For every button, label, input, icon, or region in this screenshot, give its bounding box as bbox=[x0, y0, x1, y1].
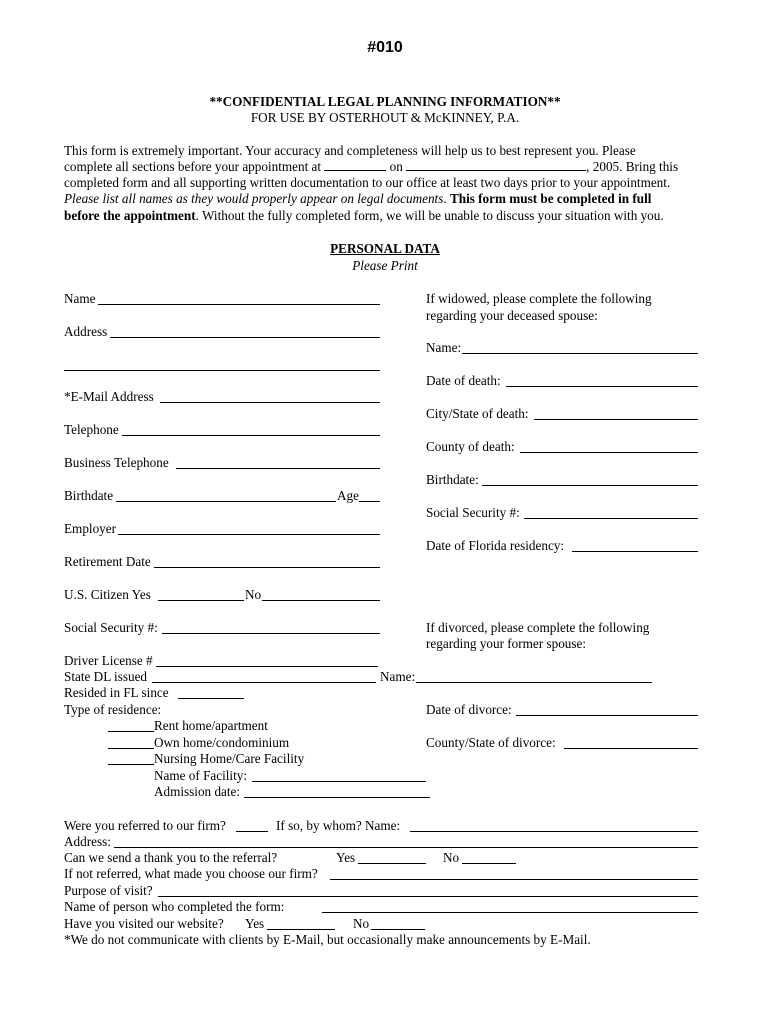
email-footnote: *We do not communicate with clients by E-Mail, but occasionally make announcements by E-Mail. bbox=[64, 932, 591, 947]
widowed-birthdate-label: Birthdate: bbox=[426, 472, 479, 487]
appointment-date-field[interactable] bbox=[406, 159, 586, 171]
completed-by-field[interactable] bbox=[322, 912, 698, 913]
form-number: #010 bbox=[367, 39, 403, 56]
website-label: Have you visited our website? bbox=[64, 916, 224, 931]
age-field[interactable] bbox=[359, 501, 380, 502]
county-state-divorce-label: County/State of divorce: bbox=[426, 735, 556, 750]
retirement-date-label: Retirement Date bbox=[64, 554, 151, 569]
date-of-divorce-field[interactable] bbox=[516, 715, 698, 716]
divorced-name-label: Name: bbox=[380, 669, 416, 684]
resided-fl-field[interactable] bbox=[178, 698, 244, 699]
driver-license-label: Driver License # bbox=[64, 653, 153, 668]
intro-line-1: This form is extremely important. Your accuracy and completeness will help us to best represent you. Please bbox=[64, 143, 636, 158]
nursing-checkbox-line[interactable] bbox=[108, 764, 154, 765]
website-no-label: No bbox=[353, 916, 370, 931]
widowed-ssn-label: Social Security #: bbox=[426, 505, 520, 520]
own-label: Own home/condominium bbox=[154, 735, 290, 750]
name-label: Name bbox=[64, 291, 96, 306]
by-whom-label: If so, by whom? Name: bbox=[276, 818, 401, 833]
facility-name-field[interactable] bbox=[252, 781, 426, 782]
social-security-label: Social Security #: bbox=[64, 620, 158, 635]
county-death-label: County of death: bbox=[426, 439, 515, 454]
county-state-divorce-field[interactable] bbox=[564, 748, 698, 749]
us-citizen-no-label: No bbox=[245, 587, 262, 602]
date-of-death-field[interactable] bbox=[506, 386, 698, 387]
form-title: **CONFIDENTIAL LEGAL PLANNING INFORMATION** bbox=[209, 94, 561, 109]
referral-address-label: Address: bbox=[64, 834, 111, 849]
telephone-field[interactable] bbox=[122, 435, 380, 436]
rent-label: Rent home/apartment bbox=[154, 718, 268, 733]
thank-you-no-field[interactable] bbox=[462, 863, 516, 864]
not-referred-label: If not referred, what made you choose our firm? bbox=[64, 866, 318, 881]
date-of-divorce-label: Date of divorce: bbox=[426, 702, 512, 717]
widowed-name-label: Name: bbox=[426, 340, 462, 355]
address-field-2[interactable] bbox=[64, 370, 380, 371]
not-referred-field[interactable] bbox=[330, 879, 698, 880]
referral-address-field[interactable] bbox=[114, 847, 698, 848]
email-field[interactable] bbox=[160, 402, 380, 403]
widowed-intro-2: regarding your deceased spouse: bbox=[426, 308, 598, 323]
address-label: Address bbox=[64, 324, 108, 339]
nursing-label: Nursing Home/Care Facility bbox=[154, 751, 305, 766]
business-telephone-label: Business Telephone bbox=[64, 455, 169, 470]
admission-date-label: Admission date: bbox=[154, 784, 241, 799]
purpose-label: Purpose of visit? bbox=[64, 883, 153, 898]
referred-field[interactable] bbox=[236, 831, 268, 832]
divorced-intro-1: If divorced, please complete the following bbox=[426, 620, 650, 635]
driver-license-field[interactable] bbox=[156, 666, 378, 667]
completed-by-label: Name of person who completed the form: bbox=[64, 899, 285, 914]
name-field[interactable] bbox=[98, 304, 380, 305]
birthdate-label: Birthdate bbox=[64, 488, 114, 503]
referred-label: Were you referred to our firm? bbox=[64, 818, 226, 833]
address-field[interactable] bbox=[110, 337, 380, 338]
date-of-death-label: Date of death: bbox=[426, 373, 501, 388]
website-yes-field[interactable] bbox=[267, 929, 335, 930]
type-residence-label: Type of residence: bbox=[64, 702, 162, 717]
city-state-death-field[interactable] bbox=[534, 419, 698, 420]
thank-you-yes-label: Yes bbox=[336, 850, 356, 865]
florida-residency-label: Date of Florida residency: bbox=[426, 538, 565, 553]
us-citizen-yes-field[interactable] bbox=[158, 600, 244, 601]
website-no-field[interactable] bbox=[371, 929, 425, 930]
intro-line-2: complete all sections before your appointment at on , 2005. Bring this bbox=[64, 159, 679, 174]
social-security-field[interactable] bbox=[162, 633, 380, 634]
employer-label: Employer bbox=[64, 521, 117, 536]
facility-name-label: Name of Facility: bbox=[154, 768, 248, 783]
widowed-name-field[interactable] bbox=[462, 353, 698, 354]
admission-date-field[interactable] bbox=[244, 797, 430, 798]
florida-residency-field[interactable] bbox=[572, 551, 698, 552]
website-yes-label: Yes bbox=[245, 916, 265, 931]
county-death-field[interactable] bbox=[520, 452, 698, 453]
city-state-death-label: City/State of death: bbox=[426, 406, 529, 421]
employer-field[interactable] bbox=[118, 534, 380, 535]
appointment-time-field[interactable] bbox=[324, 159, 386, 171]
telephone-label: Telephone bbox=[64, 422, 119, 437]
widowed-intro-1: If widowed, please complete the following bbox=[426, 291, 652, 306]
own-checkbox-line[interactable] bbox=[108, 748, 154, 749]
divorced-intro-2: regarding your former spouse: bbox=[426, 636, 587, 651]
intro-line-5: before the appointment. Without the fully completed form, we will be unable to discuss your situation with you. bbox=[64, 208, 664, 223]
age-label: Age bbox=[337, 488, 359, 503]
intro-line-3: completed form and all supporting written documentation to our office at least two days prior to your appointment. bbox=[64, 175, 671, 190]
thank-you-yes-field[interactable] bbox=[358, 863, 426, 864]
referral-name-field[interactable] bbox=[410, 831, 698, 832]
business-telephone-field[interactable] bbox=[176, 468, 380, 469]
widowed-birthdate-field[interactable] bbox=[482, 485, 698, 486]
us-citizen-label: U.S. Citizen Yes bbox=[64, 587, 151, 602]
form-subtitle: FOR USE BY OSTERHOUT & McKINNEY, P.A. bbox=[250, 110, 520, 125]
us-citizen-no-field[interactable] bbox=[262, 600, 380, 601]
email-label: *E-Mail Address bbox=[64, 389, 154, 404]
thank-you-label: Can we send a thank you to the referral? bbox=[64, 850, 278, 865]
divorced-name-field[interactable] bbox=[416, 682, 652, 683]
intro-line-4: Please list all names as they would properly appear on legal documents. This form must be completed in full bbox=[64, 191, 652, 206]
retirement-date-field[interactable] bbox=[154, 567, 380, 568]
state-dl-field[interactable] bbox=[152, 682, 376, 683]
section-title: PERSONAL DATA bbox=[330, 241, 440, 256]
state-dl-label: State DL issued bbox=[64, 669, 148, 684]
birthdate-field[interactable] bbox=[116, 501, 336, 502]
rent-checkbox-line[interactable] bbox=[108, 731, 154, 732]
resided-fl-label: Resided in FL since bbox=[64, 685, 169, 700]
thank-you-no-label: No bbox=[443, 850, 460, 865]
widowed-ssn-field[interactable] bbox=[524, 518, 698, 519]
purpose-field[interactable] bbox=[158, 896, 698, 897]
section-subtitle: Please Print bbox=[352, 258, 418, 273]
